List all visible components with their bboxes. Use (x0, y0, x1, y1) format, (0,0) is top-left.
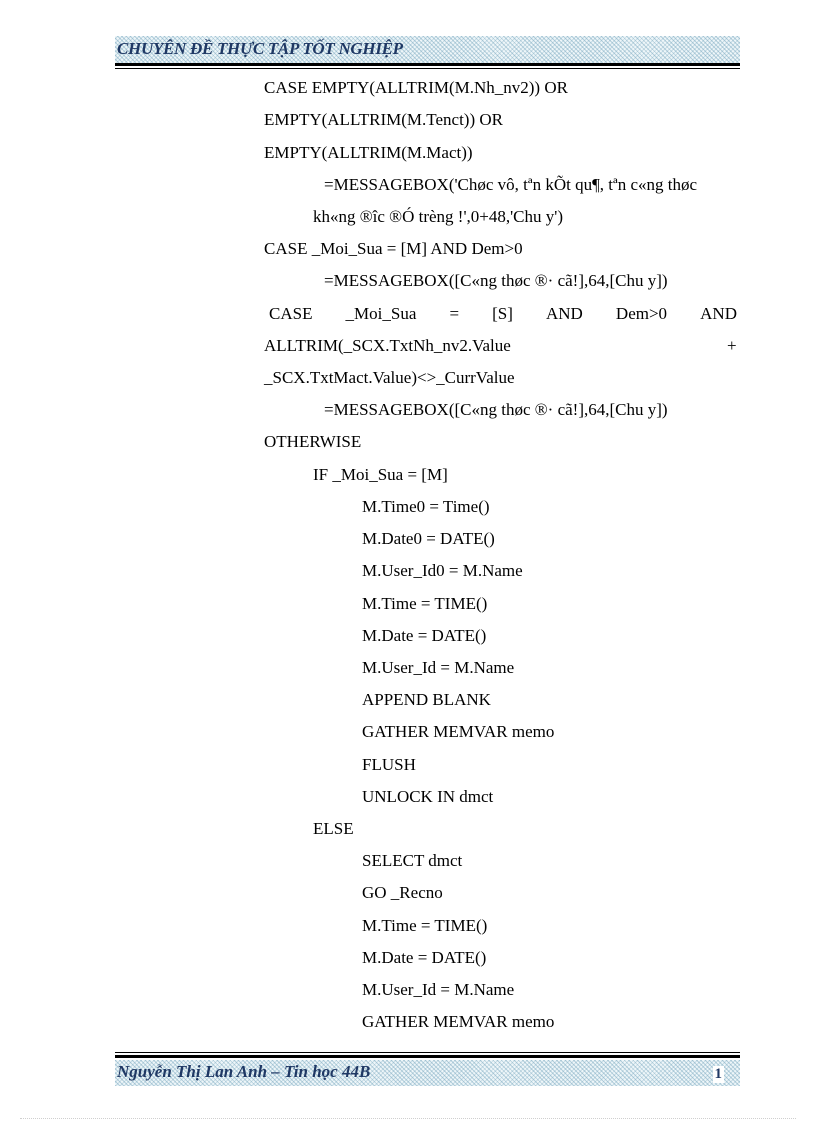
footer-rule-thick (115, 1055, 740, 1058)
code-line: ALLTRIM(_SCX.TxtNh_nv2.Value (264, 336, 511, 355)
code-line: GATHER MEMVAR memo (362, 1012, 555, 1031)
page-footer (115, 1060, 740, 1086)
code-line: M.Time = TIME() (362, 594, 488, 613)
code-line: CASE _Moi_Sua = [M] AND Dem>0 (264, 239, 523, 258)
code-line: EMPTY(ALLTRIM(M.Tenct)) OR (264, 110, 503, 129)
code-line: EMPTY(ALLTRIM(M.Mact)) (264, 143, 473, 162)
code-line: CASE EMPTY(ALLTRIM(M.Nh_nv2)) OR (264, 78, 568, 97)
code-line: ELSE (313, 819, 354, 838)
page-edge-divider (20, 1118, 796, 1119)
code-line: kh«ng ®îc ®Ó trèng !',0+48,'Chu y') (313, 207, 563, 226)
code-line: =MESSAGEBOX('Chøc vô, tªn kÕt qu¶, tªn c«ng thøc (324, 175, 698, 194)
plus-sign: + (727, 336, 737, 355)
code-token: AND (546, 304, 583, 323)
code-line: IF _Moi_Sua = [M] (313, 465, 448, 484)
code-line: M.Date = DATE() (362, 948, 487, 967)
code-token: [S] (492, 304, 513, 323)
code-line: =MESSAGEBOX([C«ng thøc ®· cã!],64,[Chu y]) (324, 400, 668, 419)
code-line: SELECT dmct (362, 851, 463, 870)
code-line: GATHER MEMVAR memo (362, 722, 555, 741)
code-line: M.User_Id = M.Name (362, 980, 515, 999)
code-line: UNLOCK IN dmct (362, 787, 494, 806)
code-line: M.Date0 = DATE() (362, 529, 495, 548)
code-line: M.User_Id0 = M.Name (362, 561, 523, 580)
footer-author: Nguyễn Thị Lan Anh – Tin học 44B (117, 1062, 371, 1081)
code-line: M.Time0 = Time() (362, 497, 490, 516)
code-token: Dem>0 (615, 304, 668, 323)
code-line: APPEND BLANK (362, 690, 491, 709)
code-line: =MESSAGEBOX([C«ng thøc ®· cã!],64,[Chu y]) (324, 271, 668, 290)
code-line: M.Date = DATE() (362, 626, 487, 645)
code-token: AND (700, 304, 737, 323)
code-token: _Moi_Sua (345, 304, 417, 323)
code-line: M.User_Id = M.Name (362, 658, 515, 677)
code-token: = (449, 304, 460, 323)
code-line: FLUSH (362, 755, 416, 774)
code-line: _SCX.TxtMact.Value)<>_CurrValue (264, 368, 515, 387)
header-title: CHUYÊN ĐỀ THỰC TẬP TỐT NGHIỆP (117, 39, 403, 58)
code-line: M.Time = TIME() (362, 916, 488, 935)
code-token: CASE (269, 304, 313, 323)
code-line: GO _Recno (362, 883, 443, 902)
page-number: 1 (714, 1066, 722, 1082)
code-line-justified (269, 304, 737, 324)
code-line: OTHERWISE (264, 432, 362, 451)
footer-rule-thin (115, 1052, 740, 1053)
